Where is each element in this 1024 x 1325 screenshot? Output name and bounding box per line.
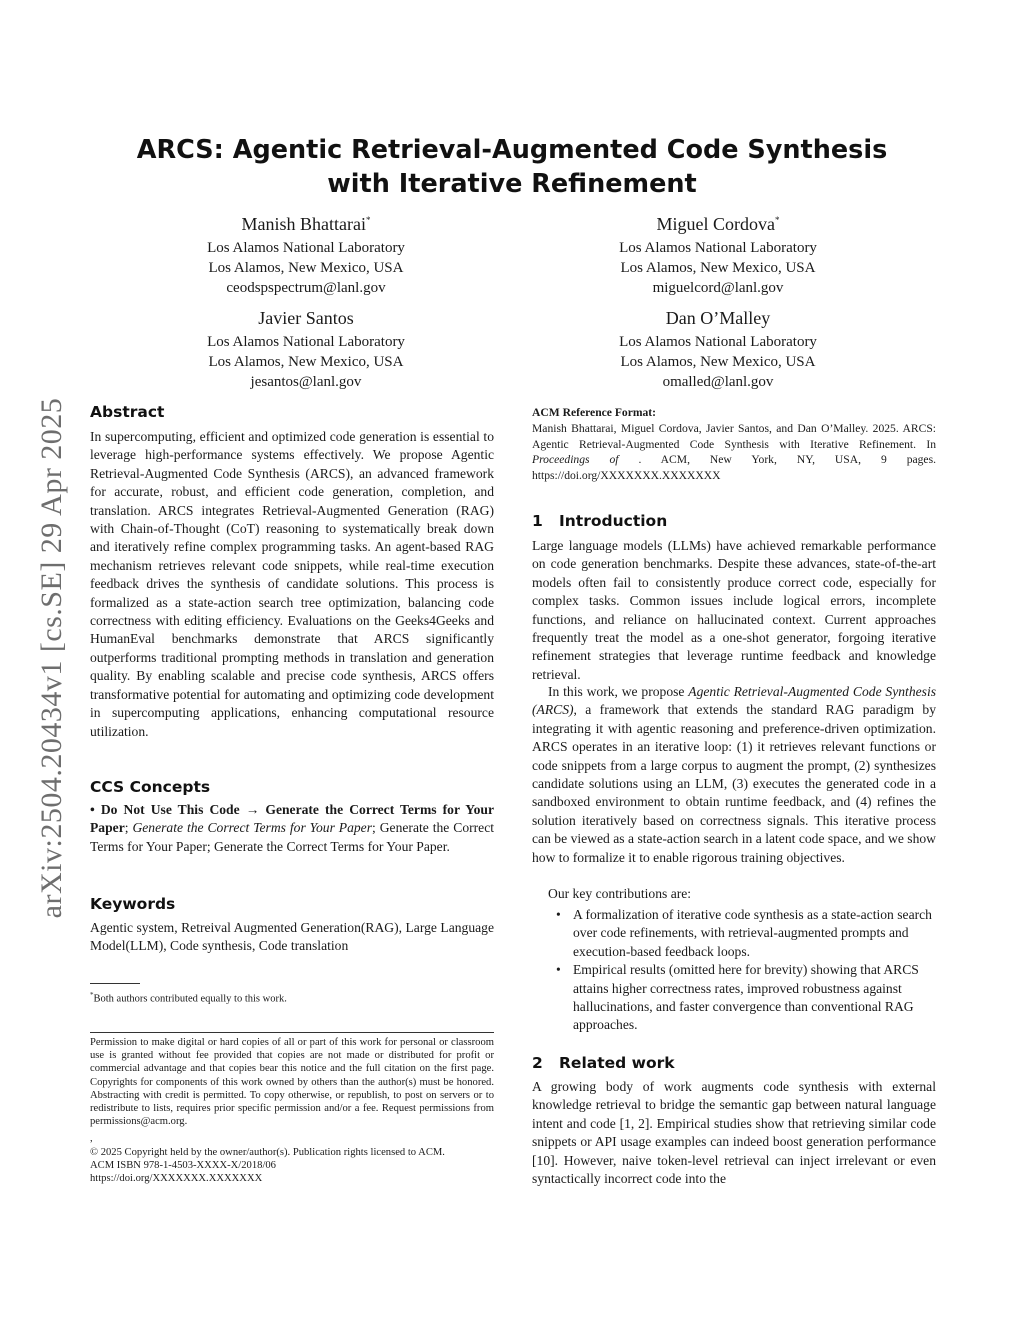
- related-work-paragraph: A growing body of work augments code synthesis with external knowledge retrieval to bridge the semantic gap between natural language intent and code [1, 2]. Empirical studies show that retrieving similar code snippets or API usage examples can indeed boost generation performance [10]. However, naive token-level retrieval can inject irrelevant or even syntactically incorrect code into the: [532, 1079, 936, 1187]
- author-affiliation: Los Alamos National Laboratory: [207, 240, 405, 256]
- introduction-heading: 1 Introduction: [532, 512, 668, 530]
- author-name: Miguel Cordova*: [656, 214, 780, 234]
- author-email: jesantos@lanl.gov: [250, 374, 362, 390]
- arxiv-identifier-stamp: arXiv:2504.20434v1 [cs.SE] 29 Apr 2025: [35, 397, 68, 919]
- copyright-line: © 2025 Copyright held by the owner/author(s). Publication rights licensed to ACM.: [90, 1147, 445, 1158]
- abstract-heading: Abstract: [90, 403, 165, 421]
- author-email: omalled@lanl.gov: [662, 374, 774, 390]
- author-block: [156, 306, 456, 392]
- paper-title: ARCS: Agentic Retrieval-Augmented Code Synthesis with Iterative Refinement: [136, 135, 888, 199]
- equal-contribution-mark: *: [365, 215, 371, 225]
- isbn-line: ACM ISBN 978-1-4503-XXXX-X/2018/06: [90, 1160, 276, 1172]
- author-email: miguelcord@lanl.gov: [652, 280, 784, 296]
- permission-rule: [90, 1032, 494, 1033]
- author-name: Javier Santos: [258, 308, 354, 328]
- keywords-heading: Keywords: [90, 895, 176, 913]
- list-item: • A formalization of iterative code synthesis as a state-action search over code refinements, with retrieval-augmented prompts and execution-based feedback loops.: [556, 907, 932, 959]
- author-location: Los Alamos, New Mexico, USA: [208, 260, 404, 276]
- author-name: Manish Bhattarai*: [241, 214, 371, 234]
- keywords-text: Agentic system, Retreival Augmented Generation(RAG), Large Language Model(LLM), Code synthesis, Code translation: [90, 920, 494, 954]
- doi-line: https://doi.org/XXXXXXX.XXXXXXX: [90, 1173, 263, 1185]
- acm-reference-heading: ACM Reference Format:: [532, 406, 657, 419]
- abstract-text: In supercomputing, efficient and optimized code generation is essential to leverage high-performance systems effectively. We propose Agentic Retrieval-Augmented Code Synthesis (ARCS), an advanced framework for accurate, robust, and efficient code generation, completion, and translation. ARCS integrates Retrieval-Augmented Generation (RAG) with Chain-of-Thought (CoT) reasoning to systematically break down and iteratively refine complex programming tasks. An agent-based RAG mechanism retrieves relevant code snippets, while real-time execution feedback drives the synthesis of candidate solutions. This process is formalized as a state-action search tree optimization, balancing code correctness with editing efficiency. Evaluations on the Geeks4Geeks and HumanEval benchmarks demonstrate that ARCS significantly outperforms traditional prompting methods in translation and generation quality. By enabling scalable and precise code synthesis, ARCS offers transformative potential for automating and optimizing code development in supercomputing applications, enhancing computational resource utilization.: [90, 429, 494, 739]
- author-location: Los Alamos, New Mexico, USA: [620, 354, 816, 370]
- contributions-intro: Our key contributions are:: [548, 886, 692, 901]
- author-name: Dan O’Malley: [665, 308, 771, 328]
- permission-notice: Permission to make digital or hard copies of all or part of this work for personal or classroom use is granted without fee provided that copies are not made or distributed for profit or commercial advantage and that copies bear this notice and the full citation on the first page. Copyrights for components of this work owned by others than the author(s) must be honored. Abstracting with credit is permitted. To copy otherwise, or republish, to post on servers or to redistribute to lists, requires prior specific permission and/or a fee. Request permissions from permissions@acm.org.: [90, 1037, 494, 1128]
- author-block: [568, 208, 868, 298]
- introduction-paragraph: In this work, we propose Agentic Retrieval-Augmented Code Synthesis (ARCS), a framework that extends the standard RAG paradigm by integrating it with agentic reasoning and preference-driven optimization. ARCS operates in an iterative loop: (1) it retrieves relevant functions or code snippets from a large corpus to augment the prompt, (2) synthesizes candidate solutions using an LLM, (3) executes the generated code in a sandboxed environment to obtain runtime feedback, and (4) refines the solution iteratively based on correctness signals. This iterative process can be viewed as a state-action search in a latent code space, and we show how to formalize it to enable rigorous training objectives.: [532, 684, 937, 865]
- ccs-concepts-heading: CCS Concepts: [90, 778, 211, 796]
- author-email: ceodspspectrum@lanl.gov: [226, 280, 386, 296]
- author-block: [156, 208, 456, 298]
- author-affiliation: Los Alamos National Laboratory: [619, 240, 817, 256]
- footnote-rule: [90, 983, 140, 984]
- footnote: *Both authors contributed equally to this work.: [90, 991, 287, 1005]
- author-affiliation: Los Alamos National Laboratory: [207, 334, 405, 350]
- list-item: • Empirical results (omitted here for brevity) showing that ARCS attains higher correctness rates, improved robustness against hallucinations, and faster convergence than conventional RAG approaches.: [556, 962, 919, 1033]
- introduction-paragraph: Large language models (LLMs) have achieved remarkable performance on code generation benchmarks. Despite these advances, state-of-the-art models often fail to consistently produce correct code, especially for complex tasks. Common issues include logical errors, incomplete functions, and reliance on hallucinated context. Current approaches frequently treat the model as a one-shot generator, forgoing iterative refinement strategies that leverage runtime feedback and knowledge retrieval.: [532, 538, 936, 682]
- ccs-concepts-text: • Do Not Use This Code → Generate the Correct Terms for Your Paper; Generate the Correct Terms for Your Paper; Generate the Correct Terms for Your Paper; Generate the Correct Terms for Your Paper.: [90, 802, 495, 854]
- author-block: [568, 306, 868, 392]
- venue-placeholder: ,: [90, 1133, 93, 1144]
- equal-contribution-mark: *: [775, 215, 780, 225]
- contributions-list: [556, 906, 956, 1035]
- copyright-block: [90, 1146, 494, 1186]
- acm-reference-text: Manish Bhattarai, Miguel Cordova, Javier Santos, and Dan O’Malley. 2025. ARCS: Agentic Retrieval-Augmented Code Synthesis with Iterative Refinement. In Proceedings of . ACM, New York, NY, USA, 9 pages. https://doi.org/XXXXXXX.XXXXXXX: [532, 421, 936, 483]
- author-location: Los Alamos, New Mexico, USA: [208, 354, 404, 370]
- author-affiliation: Los Alamos National Laboratory: [619, 334, 817, 350]
- acm-reference-format: [532, 405, 936, 484]
- author-location: Los Alamos, New Mexico, USA: [620, 260, 816, 276]
- related-work-heading: 2 Related work: [532, 1054, 675, 1072]
